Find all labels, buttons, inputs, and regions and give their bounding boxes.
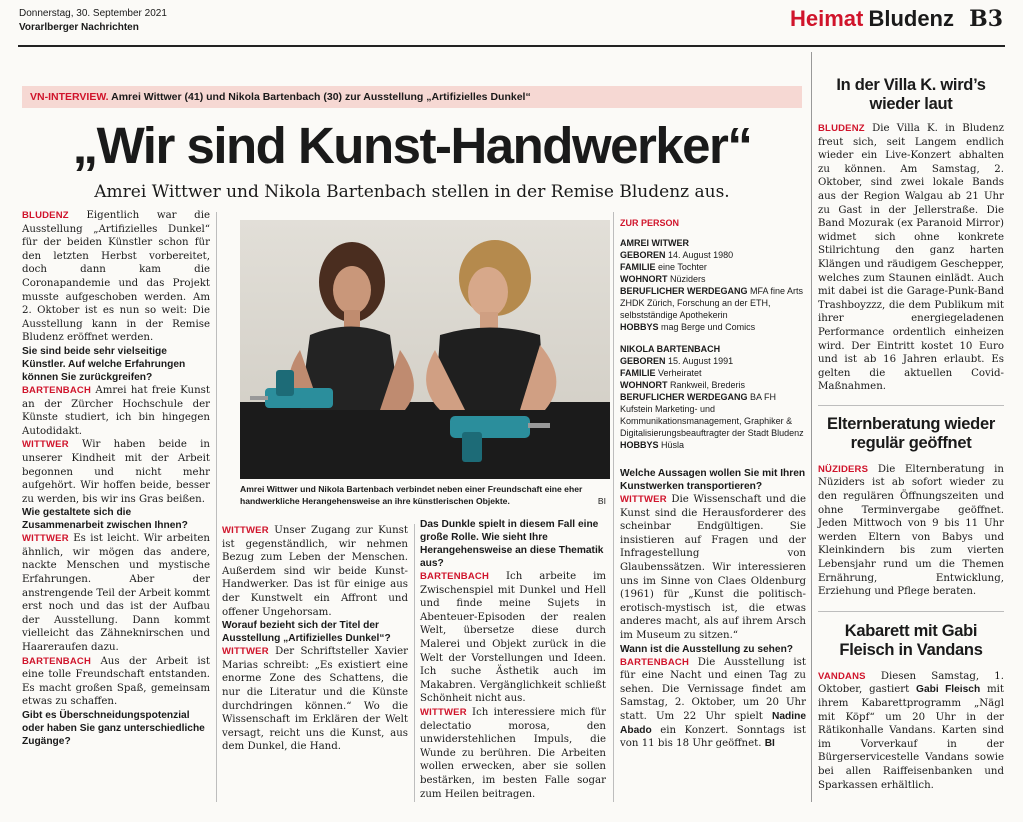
kicker-bludenz: BLUDENZ bbox=[818, 123, 865, 134]
question-5: Das Dunkle spielt in diesem Fall eine große Rolle. Wie sieht Ihre Herangehensweise an diese Thematik aus? bbox=[420, 519, 604, 569]
banner-text: Amrei Wittwer (41) und Nikola Bartenbach (30) zur Ausstellung „Artifizielles Dunkel“ bbox=[111, 91, 531, 103]
question-1: Sie sind beide sehr vielseitige Künstler. Auf welche Erfahrungen können Sie zurückgreifen? bbox=[22, 345, 186, 383]
person-2-home: WOHNORT Rankweil, Brederis bbox=[620, 380, 746, 390]
kicker-wittwer: WITTWER bbox=[420, 706, 467, 718]
kicker-wittwer: WITTWER bbox=[22, 439, 69, 451]
column-4 bbox=[620, 218, 806, 751]
answer-text: Der Schriftsteller Xavier Marias schreibt: „Es existiert eine enorme Zone des Schattens, die nur die Literatur und die Künste durchdringen können.“ Wo die Wissenschaft im Erklären der Welt versagt, reicht uns die Kunst, aus dem Dunkel, die Hand. bbox=[222, 646, 408, 753]
sidebar-rule bbox=[818, 611, 1004, 612]
column-divider bbox=[613, 212, 614, 802]
sidebar-bold-name: Gabi Fleisch bbox=[916, 684, 981, 696]
answer-text: Ich arbeite im Zwischenspiel mit Dunkel und Hell und finde meine Sujets in Abenteuer-Episoden der realen Welt, übersetze diese durch Malerei und Objekt zurück in die Welt der Vorstellungen und Ideen. Ich suche Ästhetik auch im Makabren. Vergänglichkeit schließt Schönheit nicht aus. bbox=[420, 571, 606, 705]
answer-text: Aus der Arbeit ist eine tolle Freundschaft entstanden. Es macht großen Spaß, gemeinsam etwas zu schaffen. bbox=[22, 655, 210, 708]
person-2-job: BERUFLICHER WERDEGANG BA FH Kufstein Marketing- und Kommunikationsmanagement, Graphiker & Digitalisierungsbeauftragter der Stadt Bludenz bbox=[620, 392, 804, 438]
article-photo bbox=[240, 220, 610, 479]
answer-text: Wir haben beide in unserer Kindheit mit der Arbeit begonnen und nicht mehr aufgehört. Wir hoffen beide, besser zu werden, bis wir ins Gras beißen. bbox=[22, 439, 210, 505]
question-3: Gibt es Überschneidungspotenzial oder haben Sie ganz unterschiedliche Zugänge? bbox=[22, 710, 205, 747]
sidebar-rule bbox=[818, 405, 1004, 406]
answer-credit: BI bbox=[764, 738, 775, 750]
answer-text: Ich interessiere mich für delectatio morosa, den unwiderstehlichen Impuls, die Wunde zu berühren. Die Arbeiten wollen erwecken, aber sie sollen bestärken, im besten Falle sogar zum Heilen beitragen. bbox=[420, 706, 606, 800]
caption-text: Amrei Wittwer und Nikola Bartenbach verbindet neben einer Freundschaft eine eher handwerkliche Herangehensweise an ihre künstlerischen Objekte. bbox=[240, 484, 583, 506]
answer-text: Die Wissenschaft und die Kunst sind die Herausforderer des scheinbar Endgültigen. Sie insistieren auf Fragen und der Infragestellung von Glaubenssätzen. Wir interessieren uns im Sinne von Claes Oldenburg (1961) für „Kunst die politisch-erotisch-mystisch ist, die etwas anderes macht, als auf ihrem Arsch im Museum zu sitzen.“ bbox=[620, 494, 806, 641]
kicker-bartenbach: BARTENBACH bbox=[22, 655, 92, 667]
sidebar-story-3-text: Diesen Samstag, 1. Oktober, gastiert bbox=[818, 670, 1004, 696]
answer-text: ein Konzert. Sonntags ist von 11 bis 18 Uhr geöffnet. bbox=[620, 724, 806, 750]
photo-caption bbox=[240, 484, 610, 507]
question-7: Wann ist die Ausstellung zu sehen? bbox=[620, 643, 794, 655]
sidebar-story-2-title: Elternberatung wieder regulär geöffnet bbox=[827, 414, 995, 452]
person-1-name: AMREI WITWER bbox=[620, 238, 689, 248]
question-4: Worauf bezieht sich der Titel der Ausstellung „Artifizielles Dunkel“? bbox=[222, 620, 391, 645]
kicker-wittwer: WITTWER bbox=[222, 525, 269, 536]
column-1 bbox=[22, 209, 210, 748]
sidebar-divider bbox=[811, 52, 812, 802]
person-2-hobby: HOBBYS Hüsla bbox=[620, 440, 685, 450]
photo-artists-icon bbox=[240, 220, 610, 479]
section-bludenz: Bludenz bbox=[868, 6, 954, 31]
kicker-bartenbach: BARTENBACH bbox=[420, 571, 490, 582]
answer-text: Amrei hat freie Kunst an der Zürcher Hochschule der Künste studiert, ich bin hingegen Autodidakt. bbox=[22, 384, 210, 437]
page-number: B3 bbox=[969, 6, 1003, 32]
sidebar-story-1-title: In der Villa K. wird’s wieder laut bbox=[836, 76, 986, 113]
column-2 bbox=[222, 524, 408, 754]
section-title bbox=[790, 6, 1003, 32]
answer-text: Die Ausstellung ist für eine Nacht und einen Tag zu sehen. Die Vernissage findet am Samstag, 2. Oktober, um 20 Uhr statt. Um 22 Uhr spielt bbox=[620, 656, 806, 722]
kicker-wittwer: WITTWER bbox=[22, 533, 69, 545]
subheadline: Amrei Wittwer und Nikola Bartenbach stellen in der Remise Bludenz aus. bbox=[94, 182, 730, 202]
person-1-born: GEBOREN 14. August 1980 bbox=[620, 250, 734, 260]
section-heimat: Heimat bbox=[789, 6, 864, 31]
column-divider bbox=[216, 212, 217, 802]
sidebar bbox=[818, 58, 1004, 792]
issue-date: Donnerstag, 30. September 2021 bbox=[19, 8, 167, 19]
answer-bold-name: Nadine Abado bbox=[620, 710, 806, 736]
kicker-wittwer: WITTWER bbox=[222, 646, 269, 658]
person-2-born: GEBOREN 15. August 1991 bbox=[620, 356, 734, 366]
person-1-hobby: HOBBYS mag Berge und Comics bbox=[620, 322, 756, 332]
kicker-bludenz: BLUDENZ bbox=[22, 210, 69, 221]
column-3 bbox=[420, 518, 606, 801]
header-rule bbox=[18, 45, 1005, 47]
sidebar-story-3-text-cont: mit ihrem Kabarettprogramm „Nägl mit Köpf“ um 20 Uhr in der Rätikonhalle Vandans. Karten sind im Vorverkauf in der Bürgerservicestelle Vandans sowie bei allen Raiffeisenbanken und Sparkassen erhältlich. bbox=[818, 684, 1004, 791]
person-1-home: WOHNORT Nüziders bbox=[620, 274, 706, 284]
question-6: Welche Aussagen wollen Sie mit Ihren Kunstwerken transportieren? bbox=[620, 468, 806, 492]
kicker-bartenbach: BARTENBACH bbox=[22, 384, 92, 396]
column-divider bbox=[414, 524, 415, 802]
paper-name: Vorarlberger Nachrichten bbox=[19, 22, 139, 33]
answer-text: Es ist leicht. Wir arbeiten ähnlich, wir mögen das andere, nackte Menschen und mystische Erfahrungen. Aber der anstrengende Teil der Arbeit kommt erst noch und das ist der Aufbau der Ausstellung. Dann kommt vielleicht das Zähneknirschen und Haareraufen dazu. bbox=[22, 533, 210, 654]
banner-kicker: VN-INTERVIEW. bbox=[30, 91, 109, 103]
person-2-family: FAMILIE Verheiratet bbox=[620, 368, 702, 378]
headline: „Wir sind Kunst-Handwerker“ bbox=[72, 117, 752, 174]
answer-text: Unser Zugang zur Kunst ist gegenständlich, wir nehmen Bezug zum Leben der Menschen. Außerdem sind wir beide Kunst-Handwerker. Das ist für einige aus der Kunstwelt ein Affront und offener Ungehorsam. bbox=[222, 525, 408, 618]
question-2: Wie gestaltete sich die Zusammenarbeit zwischen Ihnen? bbox=[22, 507, 188, 532]
caption-credit: BI bbox=[597, 495, 606, 506]
person-1-job: BERUFLICHER WERDEGANG MFA fine Arts ZHDK Zürich, Forschung an der ETH, selbstständige Apothekerin bbox=[620, 286, 804, 320]
intro-text: Eigentlich war die Ausstellung „Artifizielles Dunkel“ für der beiden Künstler schon für den letzten Herbst vorbereitet, doch dann kam die Coronapandemie und das Projekt musste aufgeschoben werden. Am 2. Oktober ist es nun so weit: Die Ausstellung kann in der Remise Bludenz eröffnet werden. bbox=[22, 210, 210, 344]
kicker-vandans: VANDANS bbox=[818, 670, 866, 682]
person-2-name: NIKOLA BARTENBACH bbox=[620, 344, 721, 354]
sidebar-story-2-text: Die Elternberatung in Nüziders ist ab sofort wieder zu den regulären Öffnungszeiten und ohne Terminvergabe geöffnet. Jeden Mittwoch von 9 bis 11 Uhr werden Eltern von Babys und Kleinkindern bis zum vierten Lebensjahr rund um die Themen Ernährung, Entwicklung, Erziehung und Pflege beraten. bbox=[818, 463, 1004, 598]
kicker-wittwer: WITTWER bbox=[620, 494, 667, 505]
person-box-title: ZUR PERSON bbox=[620, 218, 680, 228]
sidebar-story-3-title: Kabarett mit Gabi Fleisch in Vandans bbox=[839, 621, 983, 659]
kicker-bartenbach: BARTENBACH bbox=[620, 656, 690, 668]
interview-banner bbox=[22, 86, 802, 108]
sidebar-story-1-text: Die Villa K. in Bludenz freut sich, seit Langem endlich wieder ein Live-Konzert abhalten zu können. Am Samstag, 2. Oktober, sind zwei lokale Bands aus der Region Walgau ab 21 Uhr zu Gast in der Jellerstraße. Die Band Mozurak (ex Paranoid Mirror) widmet sich ohne konkrete Stilrichtung den ganz harten Klängen und räudigem Geschepper, welches zum Staunen einlädt. Auch mit dabei ist die Garage-Punk-Band Trashboyzzz, die dem Publikum mit ihrer energiegeladenen Performance ordentlich einheizen wird. Der Eintritt kostet 10 Euro und ist ab 16 Jahren erlaubt. Es gelten die aktuellen Covid-Maßnahmen. bbox=[818, 123, 1005, 393]
kicker-nueziders: NÜZIDERS bbox=[818, 463, 869, 475]
person-1-family: FAMILIE eine Tochter bbox=[620, 262, 707, 272]
